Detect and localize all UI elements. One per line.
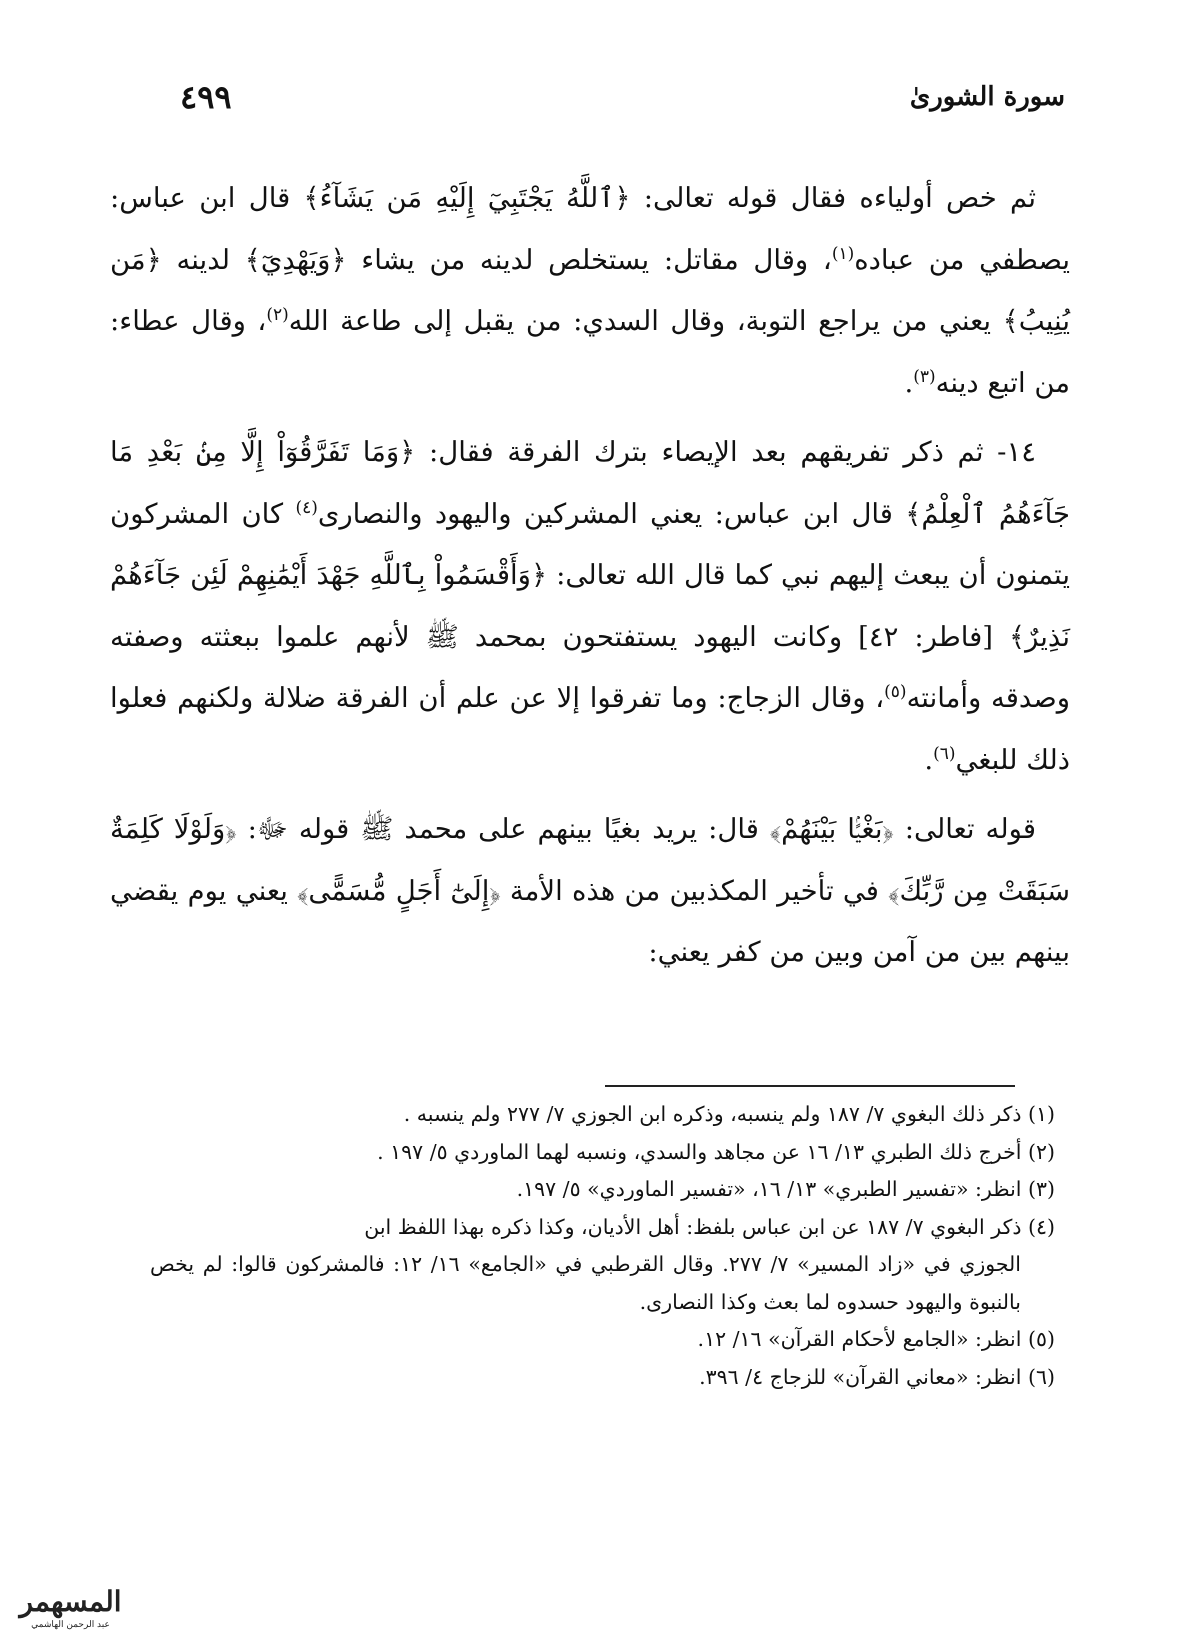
main-text: [110, 168, 1070, 984]
footnote-ref[interactable]: (٦): [933, 743, 956, 764]
footnote: (٥) انظر: «الجامع لأحكام القرآن» ١٦/ ١٢.: [697, 1327, 1055, 1351]
publisher-logo: المسهمر عبد الرحمن الهاشمي: [19, 1585, 122, 1630]
page-header: [160, 78, 1065, 128]
footnote-ref[interactable]: (٤): [295, 497, 318, 518]
footnote-ref[interactable]: (٣): [913, 366, 936, 387]
footnote: (٦) انظر: «معاني القرآن» للزجاج ٤/ ٣٩٦.: [699, 1364, 1055, 1389]
footnote: (٣) انظر: «تفسير الطبري» ١٣/ ١٦، «تفسير الماوردي» ٥/ ١٩٧.: [516, 1177, 1055, 1201]
footnote: (٤) ذكر البغوي ٧/ ١٨٧ عن ابن عباس بلفظ: أهل الأديان، وكذا ذكره بهذا اللفظ ابن الجوزي في «زاد المسير» ٧/ ٢٧٧. وقال القرطبي في «الجامع» ١٦/ ١٢: فالمشركون قالوا: لم يخص بالنبوة واليهود حسدوه لما بعث وكذا النصارى.: [150, 1209, 1055, 1322]
page-number: ٤٩٩: [180, 78, 232, 116]
footnote-divider: [605, 1085, 1015, 1087]
footnote-continuation: الجوزي في «زاد المسير» ٧/ ٢٧٧. وقال القرطبي في «الجامع» ١٦/ ١٢: فالمشركون قالوا: لم يخص بالنبوة واليهود حسدوه لما بعث وكذا النصارى.: [150, 1252, 1021, 1314]
footnote: (٢) أخرج ذلك الطبري ١٣/ ١٦ عن مجاهد والسدي، ونسبه لهما الماوردي ٥/ ١٩٧ .: [377, 1139, 1055, 1164]
paragraph: قوله تعالى: ﴿بَغْيًۢا بَيْنَهُمْ﴾ قال: يريد بغيًا بينهم على محمد ﷺ قوله ﷻ: ﴿وَلَوْلَا كَلِمَةٌ سَبَقَتْ مِن رَّبِّكَ﴾ في تأخير المكذبين من هذه الأمة ﴿إِلَىٰٓ أَجَلٍ مُّسَمًّى﴾ يعني يوم يقضي بينهم بين من آمن وبين من كفر يعني:: [110, 813, 1070, 968]
paragraph: ثم خص أولياءه فقال قوله تعالى: ﴿ٱللَّهُ يَجْتَبِيٓ إِلَيْهِ مَن يَشَآءُ﴾ قال ابن عباس: يصطفي من عباده$^{(١)}$، وقال مقاتل: يستخلص لدينه من يشاء ﴿وَيَهْدِيٓ﴾ لدينه ﴿مَن يُنِيبُ﴾ يعني من يراجع التوبة، وقال السدي: من يقبل إلى طاعة الله$^{(٢)}$، وقال عطاء: من اتبع دينه$^{(٣)}$.: [110, 182, 1071, 399]
footnote-ref[interactable]: (٢): [266, 304, 289, 325]
footnote-ref[interactable]: (١): [831, 243, 855, 264]
footnotes: [150, 1096, 1055, 1396]
surah-title: سورة الشورىٰ: [909, 82, 1065, 112]
footnote: (١) ذكر ذلك البغوي ٧/ ١٨٧ ولم ينسبه، وذكره ابن الجوزي ٧/ ٢٧٧ ولم ينسبه .: [403, 1102, 1055, 1126]
paragraph: ١٤- ثم ذكر تفريقهم بعد الإيصاء بترك الفرقة فقال: ﴿وَمَا تَفَرَّقُوٓاْ إِلَّا مِنۢ بَعْدِ مَا جَآءَهُمُ ٱلْعِلْمُ﴾ قال ابن عباس: يعني المشركين واليهود والنصارى$^{(٤)}$ كان المشركون يتمنون أن يبعث إليهم نبي كما قال الله تعالى: ﴿وَأَقْسَمُواْ بِٱللَّهِ جَهْدَ أَيْمَٰنِهِمْ لَئِن جَآءَهُمْ نَذِيرٌ﴾ [فاطر: ٤٢] وكانت اليهود يستفتحون بمحمد ﷺ لأنهم علموا ببعثته وصفته وصدقه وأمانته$^{(٥)}$، وقال الزجاج: وما تفرقوا إلا عن علم أن الفرقة ضلالة ولكنهم فعلوا ذلك للبغي$^{(٦)}$.: [110, 436, 1070, 776]
footnote-ref[interactable]: (٥): [884, 681, 907, 702]
